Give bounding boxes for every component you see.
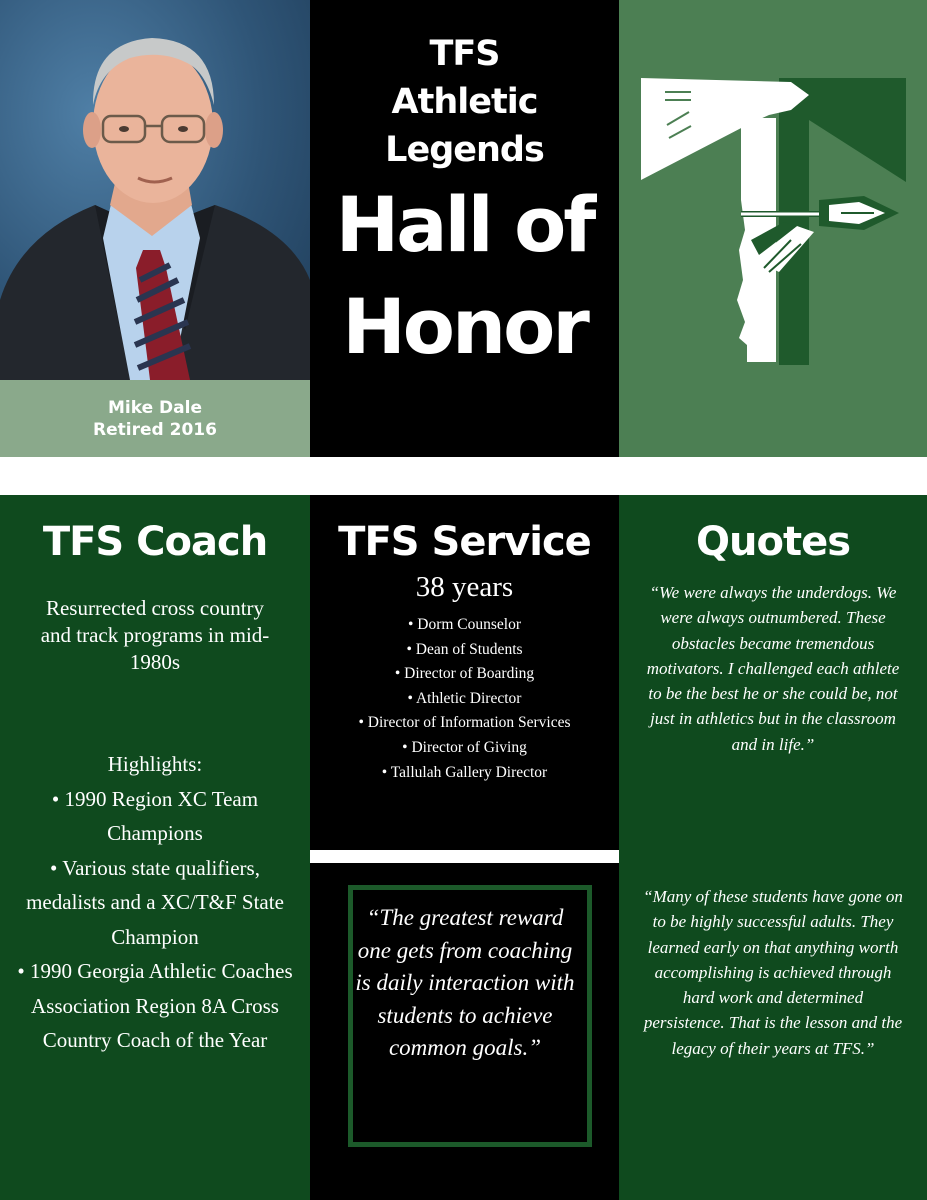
highlight-item: • Various state qualifiers, medalists and a XC/T&F State Champion <box>26 855 284 949</box>
reward-quote-box <box>348 885 592 1147</box>
quotes-heading: Quotes <box>695 519 851 565</box>
service-role: • Director of Giving <box>402 738 527 756</box>
service-role: • Director of Information Services <box>358 714 571 732</box>
quote-text: “Many of these students have gone on to be highly successful adults. They learned early on that anything worth accomplishing is achieved through hard work and determined persistence. That is the lesson and the legacy of their years at TFS.” <box>643 887 903 1058</box>
logo-panel <box>619 0 927 457</box>
service-years: 38 years <box>415 571 514 603</box>
highlight-item: • 1990 Georgia Athletic Coaches Association Region 8A Cross Country Coach of the Year <box>17 959 293 1052</box>
coach-heading: TFS Coach <box>42 519 268 565</box>
title-line-legends: Legends <box>385 130 544 170</box>
reward-quote: “The greatest reward one gets from coaching is daily interaction with students to achieve common goals.” <box>355 905 575 1060</box>
service-role: • Dorm Counselor <box>407 616 522 633</box>
section-gap <box>0 457 927 495</box>
honoree-caption <box>0 380 310 457</box>
honoree-name: Mike Dale <box>108 397 202 418</box>
title-line-honor: Honor <box>342 282 587 371</box>
portrait-photo <box>0 0 310 380</box>
coach-highlights <box>10 747 300 1058</box>
portrait-illustration <box>0 0 310 380</box>
section-divider <box>310 850 619 863</box>
service-role: • Tallulah Gallery Director <box>381 763 548 781</box>
quotes-panel <box>619 495 927 1200</box>
coach-description: Resurrected cross country and track programs in mid-1980s <box>40 596 270 674</box>
hall-of-honor-title <box>310 0 619 457</box>
service-role-list <box>340 613 589 785</box>
tomahawk-t-logo-icon <box>619 0 927 457</box>
reward-panel <box>310 863 619 1200</box>
quote-text: “We were always the underdogs. We were always outnumbered. These obstacles became tremendous motivators. I challenged each athlete to be the best he or she could be, not just in athletics but in the classroom and in life.” <box>646 583 900 754</box>
service-role: • Athletic Director <box>407 689 522 707</box>
service-role: • Dean of Students <box>406 640 523 658</box>
title-line-tfs: TFS <box>429 34 500 74</box>
service-heading: TFS Service <box>338 519 591 565</box>
service-panel <box>310 495 619 850</box>
title-line-athletic: Athletic <box>391 82 538 122</box>
coach-panel <box>0 495 310 1200</box>
honoree-status: Retired 2016 <box>93 419 217 440</box>
highlights-heading: Highlights: <box>107 752 203 776</box>
service-role: • Director of Boarding <box>394 665 535 683</box>
highlight-item: • 1990 Region XC Team Champions <box>51 786 259 845</box>
title-line-hall-of: Hall of <box>335 180 594 269</box>
